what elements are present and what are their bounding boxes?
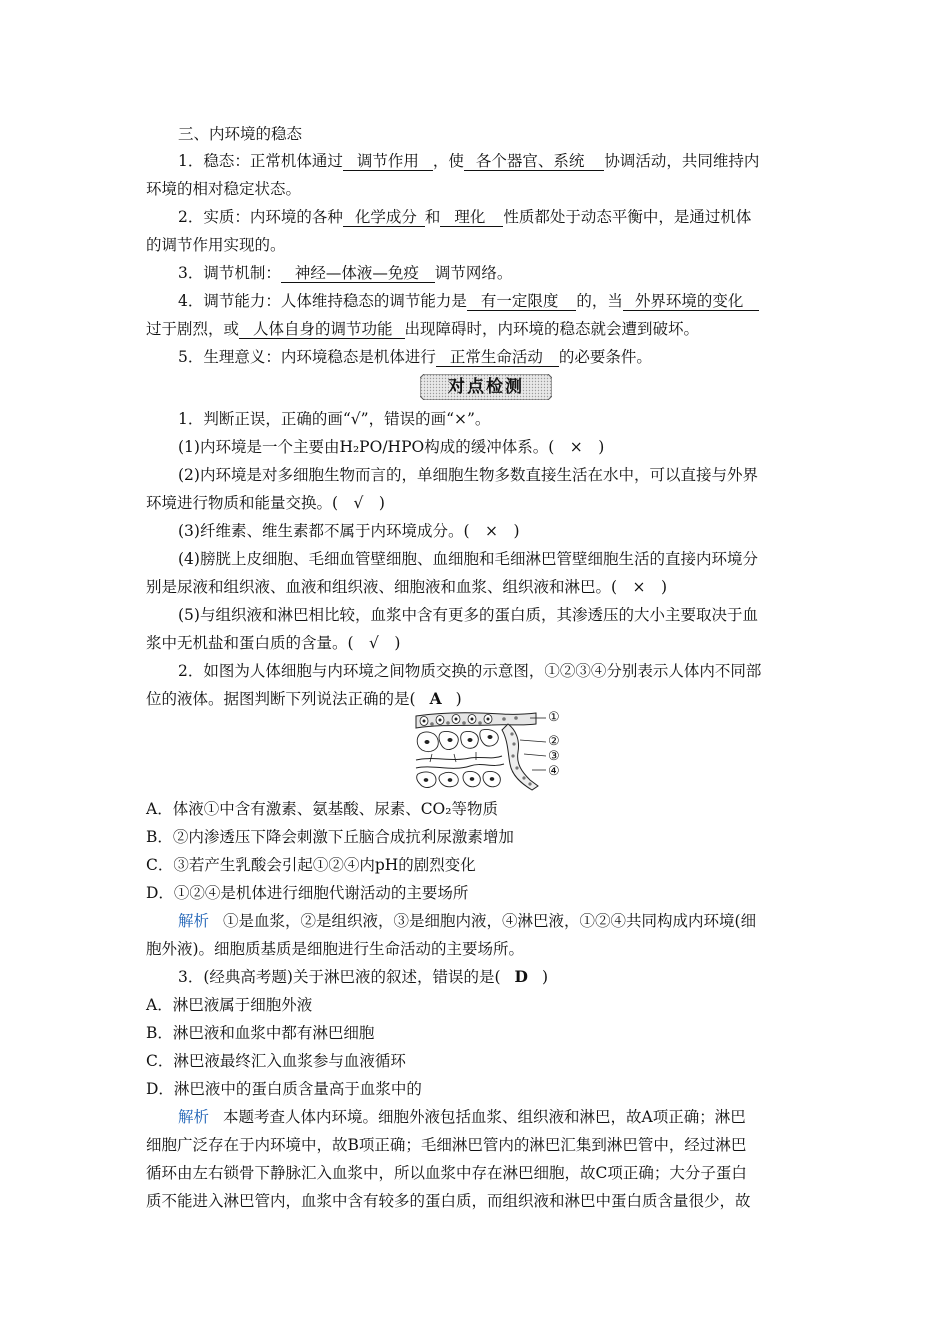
section-banner-title: 对点检测 xyxy=(448,377,524,397)
blank-answer: 正常生命活动 xyxy=(436,348,559,367)
paragraph-2-line-2: 的调节作用实现的。 xyxy=(146,236,286,254)
q1-item-4-line-2: 别是尿液和组织液、血液和组织液、细胞液和血浆、组织液和淋巴。( × ) xyxy=(146,578,668,596)
blank-answer: 各个器官、系统 xyxy=(464,152,605,171)
q3-option-d: D．淋巴液中的蛋白质含量高于血浆中的 xyxy=(146,1080,422,1098)
q3-stem: 3．(经典高考题)关于淋巴液的叙述，错误的是( D ) xyxy=(178,967,549,986)
paragraph-5: 5．生理意义：内环境稳态是机体进行 正常生命活动 的必要条件。 xyxy=(178,348,652,366)
q3-explanation-line-1: 解析 本题考查人体内环境。细胞外液包括血浆、组织液和淋巴，故A项正确；淋巴 xyxy=(178,1108,746,1126)
figure-label-2: ② xyxy=(548,734,560,749)
blank-answer: 神经—体液—免疫 xyxy=(281,264,435,283)
q3-option-a: A．淋巴液属于细胞外液 xyxy=(146,996,313,1014)
blank-answer: 外界环境的变化 xyxy=(623,292,760,311)
q1-item-5-line-1: (5)与组织液和淋巴相比较，血浆中含有更多的蛋白质，其渗透压的大小主要取决于血 xyxy=(178,606,758,624)
q3-explanation-line-3: 循环由左右锁骨下静脉汇入血浆中，所以血浆中存在淋巴细胞，故C项正确；大分子蛋白 xyxy=(146,1164,747,1182)
q1-item-4-line-1: (4)膀胱上皮细胞、毛细血管壁细胞、血细胞和毛细淋巴管壁细胞生活的直接内环境分 xyxy=(178,550,758,568)
q1-item-3: (3)纤维素、维生素都不属于内环境成分。( × ) xyxy=(178,522,520,540)
q3-option-b: B．淋巴液和血浆中都有淋巴细胞 xyxy=(146,1024,375,1042)
paragraph-4-line-1: 4．调节能力：人体维持稳态的调节能力是 有一定限度 的，当 外界环境的变化 xyxy=(178,291,759,311)
q2-option-c: C．③若产生乳酸会引起①②④内pH的剧烈变化 xyxy=(146,856,476,874)
paragraph-1-line-1: 1．稳态：正常机体通过 调节作用 ，使 各个器官、系统 协调活动，共同维持内 xyxy=(178,152,760,170)
paragraph-1-line-2: 环境的相对稳定状态。 xyxy=(146,180,302,198)
q3-answer: D xyxy=(514,967,528,986)
q1-stem: 1．判断正误，正确的画“√”，错误的画“×”。 xyxy=(178,410,491,428)
q1-item-2-line-2: 环境进行物质和能量交换。( √ ) xyxy=(146,494,385,512)
q1-item-1: (1)内环境是一个主要由H₂PO/HPO构成的缓冲体系。( × ) xyxy=(178,438,605,456)
q2-option-b: B．②内渗透压下降会刺激下丘脑合成抗利尿激素增加 xyxy=(146,828,514,846)
q2-option-d: D．①②④是机体进行细胞代谢活动的主要场所 xyxy=(146,884,469,902)
blank-answer: 理化 xyxy=(440,208,503,227)
section-title: 三、内环境的稳态 xyxy=(178,125,303,143)
blank-answer: 化学成分 xyxy=(343,208,425,227)
figure-label-3: ③ xyxy=(548,749,560,764)
q2-explanation-line-1: 解析 ①是血浆，②是组织液，③是细胞内液，④淋巴液，①②④共同构成内环境(细 xyxy=(178,912,757,930)
q2-option-a: A．体液①中含有激素、氨基酸、尿素、CO₂等物质 xyxy=(146,800,498,818)
q3-option-c: C．淋巴液最终汇入血浆参与血液循环 xyxy=(146,1052,406,1070)
q1-item-2-line-1: (2)内环境是对多细胞生物而言的，单细胞生物多数直接生活在水中，可以直接与外界 xyxy=(178,466,758,484)
paragraph-2-line-1: 2．实质：内环境的各种 化学成分 和 理化 性质都处于动态平衡中，是通过机体 xyxy=(178,208,752,226)
q2-explanation-line-2: 胞外液)。细胞质基质是细胞进行生命活动的主要场所。 xyxy=(146,940,525,958)
blank-answer: 调节作用 xyxy=(343,152,433,171)
figure-label-1: ① xyxy=(548,710,560,725)
q2-answer: A xyxy=(429,689,442,708)
blank-answer: 有一定限度 xyxy=(467,292,577,311)
blank-answer: 人体自身的调节功能 xyxy=(239,320,405,339)
paragraph-4-line-2: 过于剧烈，或 人体自身的调节功能 出现障碍时，内环境的稳态就会遭到破坏。 xyxy=(146,320,700,338)
q1-item-5-line-2: 浆中无机盐和蛋白质的含量。( √ ) xyxy=(146,634,401,652)
figure-label-4: ④ xyxy=(548,764,560,779)
q2-stem-line-2: 位的液体。据图判断下列说法正确的是( A ) xyxy=(146,689,462,708)
q3-explanation-line-2: 细胞广泛存在于内环境中，故B项正确；毛细淋巴管内的淋巴汇集到淋巴管中，经过淋巴 xyxy=(146,1136,747,1154)
q2-stem-line-1: 2．如图为人体细胞与内环境之间物质交换的示意图，①②③④分别表示人体内不同部 xyxy=(178,662,762,680)
q3-explanation-line-4: 质不能进入淋巴管内，血浆中含有较多的蛋白质，而组织液和淋巴中蛋白质含量很少，故 xyxy=(146,1192,751,1210)
paragraph-3: 3．调节机制： 神经—体液—免疫 调节网络。 xyxy=(178,264,513,282)
explanation-label: 解析 xyxy=(178,1108,210,1126)
explanation-label: 解析 xyxy=(178,912,210,930)
